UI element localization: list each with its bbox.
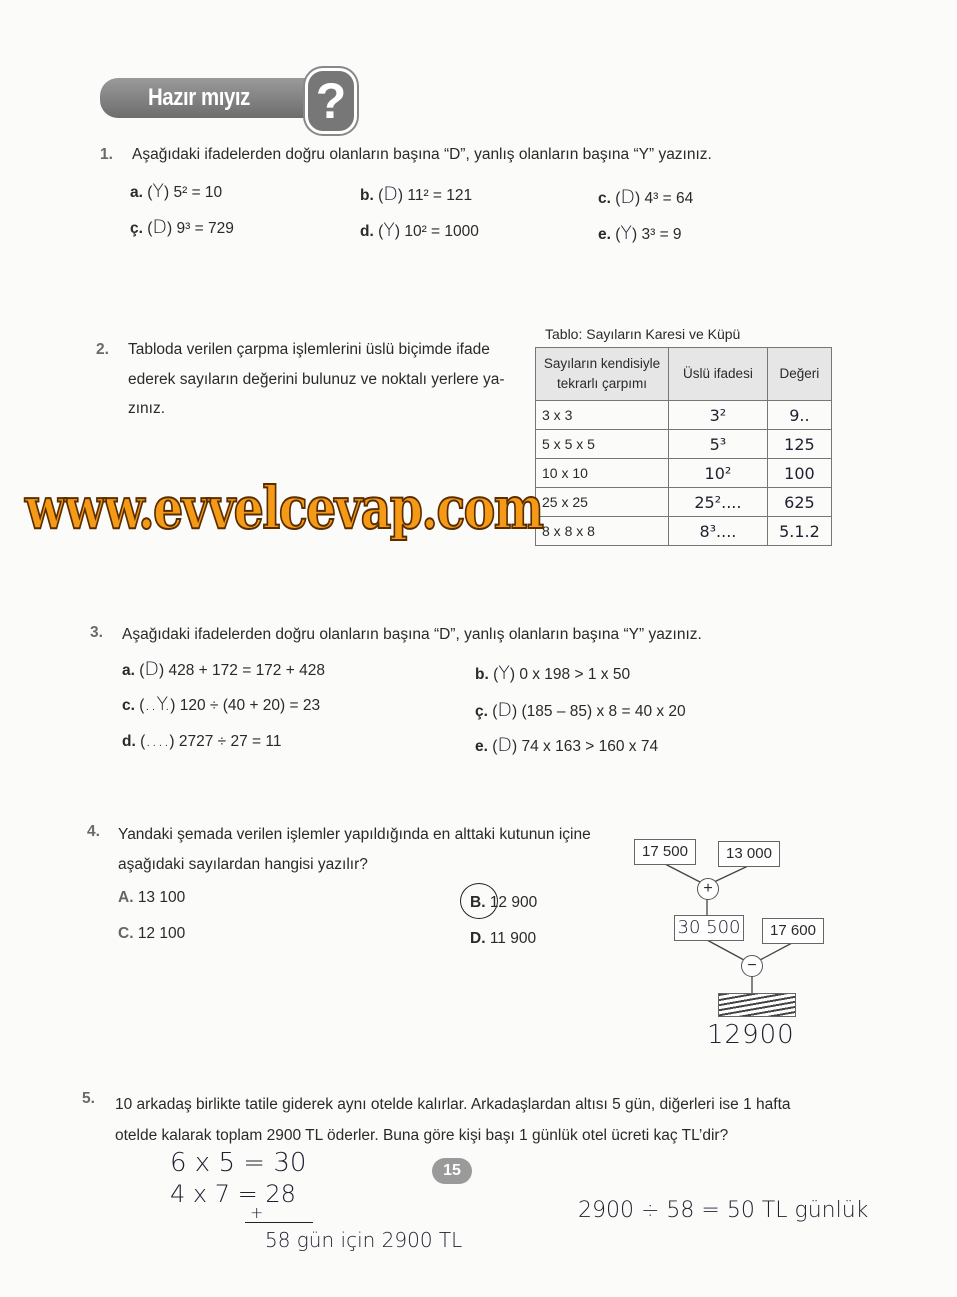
box-top-right: 13 000 [718,841,780,867]
q3-text: Aşağıdaki ifadelerden doğru olanların başına “D”, yanlış olanların başına “Y” yazınız. [122,626,702,643]
exponent-answer-cell[interactable]: 25².... [669,488,768,517]
item-expression: ) 428 + 172 = 172 + 428 [159,662,325,679]
product-cell: 8 x 8 x 8 [536,517,669,546]
item-expression: ) 120 ÷ (40 + 20) = 23 [170,697,321,714]
q5-number: 5. [82,1090,95,1107]
item-label: e. [598,226,611,243]
handwritten-answer[interactable]: Y [383,219,395,241]
q1-item[interactable]: c. (D) 4³ = 64 [598,186,694,208]
q1-item[interactable]: d. (Y) 10² = 1000 [360,219,479,241]
work-line-1: 6 x 5 = 30 [170,1148,307,1178]
q3-number: 3. [90,624,103,641]
watermark: www.evvelcevap.com [25,474,543,542]
q3-item[interactable]: c. (..Y.) 120 ÷ (40 + 20) = 23 [122,693,321,715]
q4-line-2: aşağıdaki sayılardan hangisi yazılır? [118,856,368,873]
q2-line-2: ederek sayıların değerini bulunuz ve noktalı yerlere ya- [128,371,505,388]
question-mark-icon: ? [305,68,357,134]
handwritten-answer[interactable]: D [497,699,513,721]
sum-line [245,1222,313,1223]
item-expression: ) 11² = 121 [397,187,473,204]
item-label: c. [122,697,135,714]
option-a-label: A. [118,889,134,906]
q1-item[interactable]: a. (Y) 5² = 10 [130,180,223,202]
option-b-value: 12 900 [489,894,538,911]
col-header-exponent: Üslü ifadesi [669,348,768,401]
option-a-value: 13 100 [137,889,186,906]
page-number: 15 [432,1158,472,1184]
product-cell: 25 x 25 [536,488,669,517]
item-expression: ) 74 x 163 > 160 x 74 [512,738,659,755]
table-caption: Tablo: Sayıların Karesi ve Küpü [545,326,741,342]
handwritten-result: 12900 [707,1020,795,1050]
option-d-value: 11 900 [489,930,537,947]
work-line-2: 4 x 7 = 28 [170,1180,296,1208]
item-label: b. [475,666,489,683]
q5-line-2: otelde kalarak toplam 2900 TL öderler. Buna göre kişi başı 1 günlük otel ücreti kaç TL’dir? [115,1127,729,1144]
value-answer-cell[interactable]: 625 [767,488,831,517]
value-answer-cell[interactable]: 5.1.2 [767,517,831,546]
q1-text: Aşağıdaki ifadelerden doğru olanların başına “D”, yanlış olanların başına “Y” yazınız. [132,146,712,163]
item-expression: ) 0 x 198 > 1 x 50 [509,666,631,683]
plus-operator-icon: + [697,878,719,900]
box-middle-left: 30 500 [674,915,744,941]
item-label: a. [130,184,143,201]
q1-item[interactable]: e. (Y) 3³ = 9 [598,222,682,244]
col-header-value: Değeri [767,348,831,401]
q2-line-3: zınız. [128,400,166,417]
item-expression: ) (185 – 85) x 8 = 40 x 20 [512,703,686,720]
product-cell: 5 x 5 x 5 [536,430,669,459]
q3-item[interactable]: e. (D) 74 x 163 > 160 x 74 [475,734,659,756]
item-label: ç. [130,220,143,237]
handwritten-answer[interactable]: D [144,658,160,680]
handwritten-answer[interactable]: Y [620,222,633,244]
item-label: c. [598,190,611,207]
item-label: ç. [475,703,488,720]
handwritten-answer[interactable]: D [620,186,636,208]
item-expression: ) 10² = 1000 [394,223,479,240]
q3-item[interactable]: ç. (D) (185 – 85) x 8 = 40 x 20 [475,699,686,721]
q1-item[interactable]: ç. (D) 9³ = 729 [130,216,234,238]
work-line-3: 58 gün için 2900 TL [265,1228,463,1252]
exponent-answer-cell[interactable]: 3² [669,401,768,430]
item-label: b. [360,187,374,204]
q1-number: 1. [100,146,113,163]
q4-number: 4. [87,823,100,840]
exponent-answer-cell[interactable]: 10² [669,459,768,488]
exponent-answer-cell[interactable]: 8³.... [669,517,768,546]
work-answer: 2900 ÷ 58 = 50 TL günlük [578,1198,869,1223]
item-expression: ) 4³ = 64 [635,190,694,207]
handwritten-answer[interactable]: D [152,216,168,238]
handwritten-answer[interactable]: D [497,734,513,756]
item-label: d. [360,223,374,240]
option-c-label: C. [118,925,134,942]
option-c-value: 12 100 [137,925,186,942]
item-label: d. [122,733,136,750]
item-label: e. [475,738,488,755]
box-middle-right: 17 600 [762,918,824,944]
value-answer-cell[interactable]: 125 [767,430,831,459]
handwritten-answer[interactable]: Y [498,662,510,684]
handwritten-answer[interactable]: ..Y. [144,693,171,715]
item-label: a. [122,662,135,679]
item-expression: ) 9³ = 729 [167,220,234,237]
q1-item[interactable]: b. (D) 11² = 121 [360,183,473,205]
product-cell: 10 x 10 [536,459,669,488]
q2-number: 2. [96,341,109,358]
q3-item[interactable]: b. (Y) 0 x 198 > 1 x 50 [475,662,631,684]
q5-line-1: 10 arkadaş birlikte tatile giderek aynı otelde kalırlar. Arkadaşlardan altısı 5 gün, diğerleri ise 1 hafta [115,1096,791,1113]
item-expression: ) 2727 ÷ 27 = 11 [169,733,282,750]
q2-line-1: Tabloda verilen çarpma işlemlerini üslü biçimde ifade [128,341,490,358]
work-plus-sign: + [250,1203,264,1222]
value-answer-cell[interactable]: 9.. [767,401,831,430]
result-box-scribbled [718,993,796,1017]
exponent-answer-cell[interactable]: 5³ [669,430,768,459]
minus-operator-icon: − [741,955,763,977]
item-expression: ) 5² = 10 [164,184,223,201]
handwritten-answer[interactable]: D [383,183,398,205]
value-answer-cell[interactable]: 100 [767,459,831,488]
option-b-label: B. [470,894,486,911]
handwritten-answer[interactable]: Y [152,180,165,202]
q3-item[interactable]: a. (D) 428 + 172 = 172 + 428 [122,658,325,680]
section-title: Hazır mıyız [148,84,250,111]
col-header-product: Sayıların kendisiyle tekrarlı çarpımı [536,348,669,401]
box-top-left: 17 500 [634,839,696,865]
item-expression: ) 3³ = 9 [632,226,682,243]
option-d-label: D. [470,930,486,947]
q4-line-1: Yandaki şemada verilen işlemler yapıldığında en alttaki kutunun içine [118,826,591,843]
handwritten-answer[interactable]: .... [145,729,170,751]
product-cell: 3 x 3 [536,401,669,430]
q3-item[interactable]: d. (....) 2727 ÷ 27 = 11 [122,729,282,751]
